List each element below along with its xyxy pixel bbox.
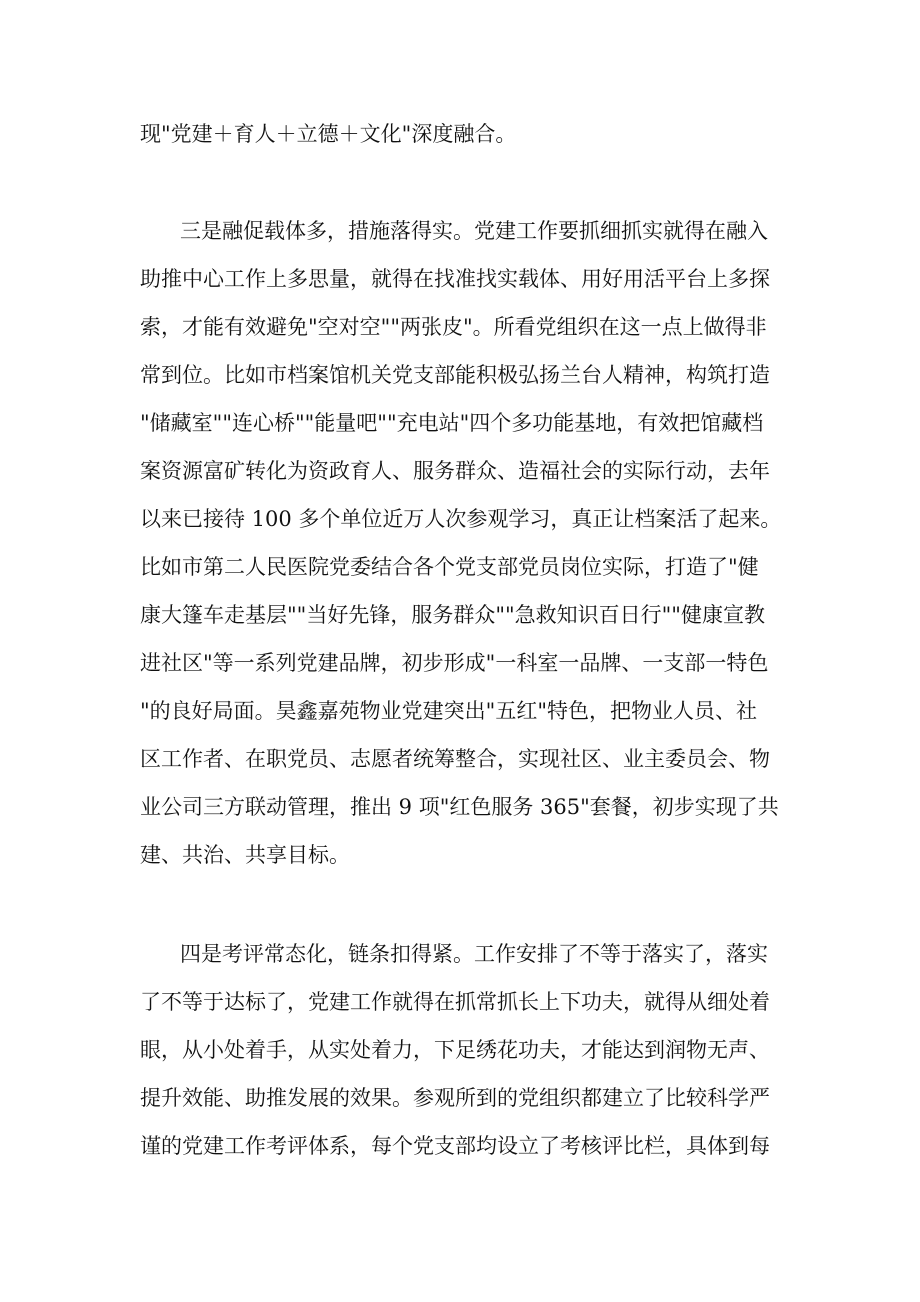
paragraph-2-line-1: 三是融促载体多，措施落得实。党建工作要抓细抓实就得在融入 bbox=[180, 219, 768, 243]
paragraph-2-line-7: 以来已接待 100 多个单位近万人次参观学习，真正让档案活了起来。 bbox=[140, 507, 782, 531]
paragraph-3-line-4: 提升效能、助推发展的效果。参观所到的党组织都建立了比较科学严 bbox=[140, 1086, 770, 1110]
paragraph-2-line-5: "储藏室""连心桥""能量吧""充电站"四个多功能基地，有效把馆藏档 bbox=[140, 411, 764, 435]
paragraph-3-line-5: 谨的党建工作考评体系，每个党支部均设立了考核评比栏，具体到每 bbox=[140, 1134, 770, 1158]
paragraph-2-line-8: 比如市第二人民医院党委结合各个党支部党员岗位实际，打造了"健 bbox=[140, 555, 759, 579]
paragraph-3-line-3: 眼，从小处着手，从实处着力，下足绣花功夫，才能达到润物无声、 bbox=[140, 1038, 770, 1062]
paragraph-2-line-6: 案资源富矿转化为资政育人、服务群众、造福社会的实际行动，去年 bbox=[140, 459, 770, 483]
paragraph-2-line-11: "的良好局面。昊鑫嘉苑物业党建突出"五红"特色，把物业人员、社 bbox=[140, 699, 757, 723]
paragraph-2-line-14: 建、共治、共享目标。 bbox=[140, 843, 350, 867]
paragraph-3-line-2: 了不等于达标了，党建工作就得在抓常抓长上下功夫，就得从细处着 bbox=[140, 990, 770, 1014]
paragraph-2-line-10: 进社区"等一系列党建品牌，初步形成"一科室一品牌、一支部一特色 bbox=[140, 651, 769, 675]
paragraph-3-line-1: 四是考评常态化，链条扣得紧。工作安排了不等于落实了，落实 bbox=[180, 942, 768, 966]
paragraph-2-line-4: 常到位。比如市档案馆机关党支部能积极弘扬兰台人精神，构筑打造 bbox=[140, 363, 770, 387]
paragraph-2-line-13: 业公司三方联动管理，推出 9 项"红色服务 365"套餐，初步实现了共 bbox=[140, 795, 779, 819]
paragraph-2-line-2: 助推中心工作上多思量，就得在找准找实载体、用好用活平台上多探 bbox=[140, 267, 770, 291]
paragraph-2-line-12: 区工作者、在职党员、志愿者统筹整合，实现社区、业主委员会、物 bbox=[140, 747, 770, 771]
paragraph-2-line-3: 索，才能有效避免"空对空""两张皮"。所看党组织在这一点上做得非 bbox=[140, 315, 767, 339]
paragraph-1-line-1: 现"党建＋育人＋立德＋文化"深度融合。 bbox=[140, 122, 517, 146]
paragraph-2-line-9: 康大篷车走基层""当好先锋，服务群众""急救知识百日行""健康宣教 bbox=[140, 603, 765, 627]
